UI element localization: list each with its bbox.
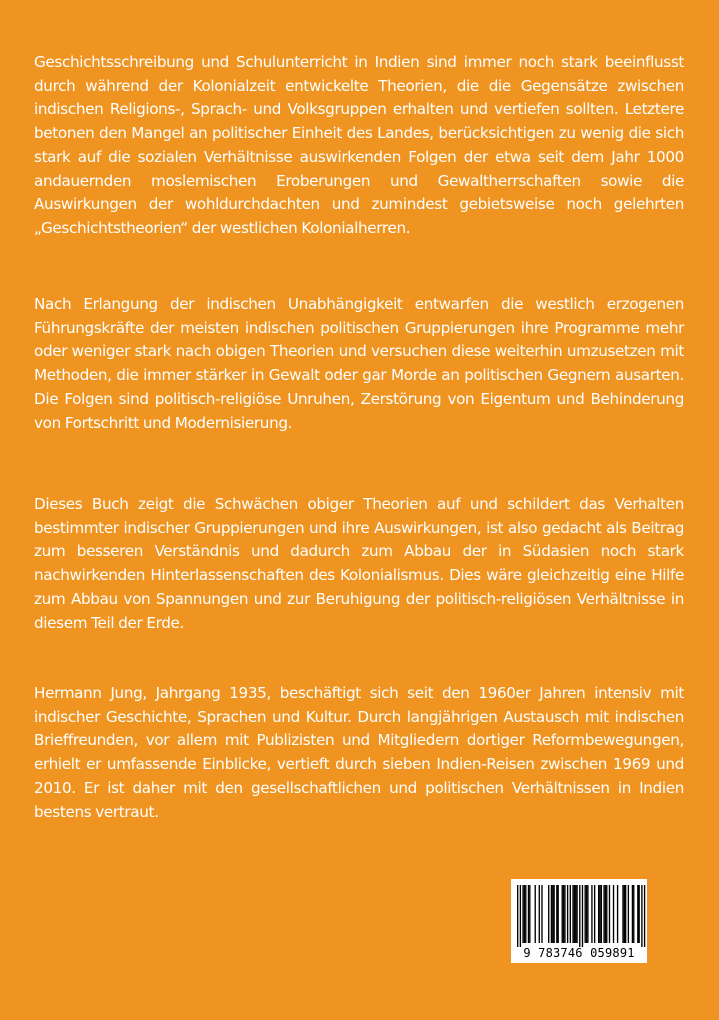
barcode-bar [628, 885, 629, 943]
author-bio-paragraph: Hermann Jung, Jahrgang 1935, beschäftigt sich seit den 1960er Jahren intensiv mit indischer Geschichte, Sprachen und Kultur. Durch langjährigen Austausch mit indischen Brieffreunden, vor allem mit Publizisten und Mitgliedern dortiger Reformbewegungen, erhielt er umfassende Einblicke, vertieft durch sieben Indien-Reisen zwischen 1969 und 2010. Er ist daher mit den gesellschaftlichen und politischen Verhältnissen in Indien bestens vertraut. [34, 684, 684, 821]
barcode-bar [563, 885, 564, 943]
barcode-bar [609, 885, 610, 943]
barcode-bar [587, 885, 588, 943]
barcode-bar [574, 885, 575, 943]
barcode-bar [606, 885, 607, 943]
barcode-bar [582, 885, 583, 947]
barcode-bar [591, 885, 592, 943]
barcode-bar [553, 885, 554, 943]
barcode-bar [522, 885, 523, 943]
barcode-bar [552, 885, 553, 943]
barcode-bar [632, 885, 633, 943]
barcode-bar [524, 885, 525, 943]
barcode-bar [601, 885, 602, 943]
barcode-bar [585, 885, 586, 943]
blurb-paragraph-3: Dieses Buch zeigt die Schwächen obiger Theorien auf und schildert das Verhalten bestimmter indischer Gruppierungen und ihre Auswirkungen, ist also gedacht als Beitrag zum besseren Verständnis und dadurch zum Abbau der in Südasien noch stark nachwirkenden Hinterlassenschaften des Kolonialismus. Dies wäre gleichzeitig eine Hilfe zum Abbau von Spannungen und zur Beruhigung der politisch-religiösen Verhältnisse in diesem Teil der Erde. [34, 495, 684, 632]
barcode-bar [622, 885, 623, 943]
barcode-bar [572, 885, 573, 943]
barcode-bar [541, 885, 542, 943]
barcode-bar [525, 885, 526, 943]
barcode-bar [556, 885, 557, 943]
isbn-digits: 9 783746 059891 [523, 946, 635, 960]
blurb-paragraph-1: Geschichtsschreibung und Schulunterricht in Indien sind immer noch stark beeinflusst durch während der Kolonialzeit entwickelte Theorien, die die Gegensätze zwischen indischen Religions-, Sprach- und Volksgruppen erhalten und vertiefen sollten. Letztere betonen den Mangel an politischer Einheit des Landes, berücksichtigen zu wenig die sich stark auf die sozialen Verhältnisse auswirkenden Folgen der etwa seit dem Jahr 1000 andauernden moslemischen Eroberungen und Gewaltherrschaften sowie die Auswirkungen der wohldurchdachten und zumindest gebietsweise noch gelehrten „Geschichtstheorien“ der westlichen Kolonialherren. [34, 53, 684, 237]
barcode-bar [605, 885, 606, 943]
barcode-bars [511, 879, 647, 949]
barcode-bar [562, 885, 563, 943]
barcode-bar [599, 885, 600, 943]
barcode-bar [625, 885, 626, 943]
barcode-bar [644, 885, 645, 947]
barcode-bar [528, 885, 529, 943]
barcode-bar [539, 885, 540, 943]
barcode-bar [535, 885, 536, 943]
isbn-barcode [511, 879, 647, 963]
barcode-bar [520, 885, 521, 947]
barcode-bar [529, 885, 530, 943]
barcode-bar [576, 885, 577, 943]
barcode-bar [617, 885, 618, 943]
barcode-bar [637, 885, 638, 943]
barcode-bar [624, 885, 625, 943]
barcode-bar [575, 885, 576, 943]
barcode-bar [579, 885, 580, 947]
barcode-bar [564, 885, 565, 943]
barcode-bar [613, 885, 614, 943]
barcode-bar [548, 885, 549, 943]
barcode-bar [633, 885, 634, 943]
barcode-bar [603, 885, 604, 943]
barcode-bar [567, 885, 568, 943]
barcode-bar [598, 885, 599, 943]
barcode-bar [570, 885, 571, 943]
barcode-bar [639, 885, 640, 943]
barcode-bar [641, 885, 642, 947]
barcode-bar [517, 885, 518, 947]
barcode-bar [586, 885, 587, 943]
blurb-paragraph-2: Nach Erlangung der indischen Unabhängigkeit entwarfen die westlich erzogenen Führungskräfte der meisten indischen politischen Gruppierungen ihre Programme mehr oder weniger stark nach obigen Theorien und versuchen diese weiterhin umzusetzen mit Methoden, die immer stärker in Gewalt oder gar Morde an politischen Gegnern ausarten. Die Folgen sind politisch-religiöse Unruhen, Zerstörung von Eigentum und Behinderung von Fortschritt und Modernisierung. [34, 295, 684, 432]
barcode-bar [594, 885, 595, 943]
barcode-bar [558, 885, 559, 943]
barcode-bar [551, 885, 552, 943]
